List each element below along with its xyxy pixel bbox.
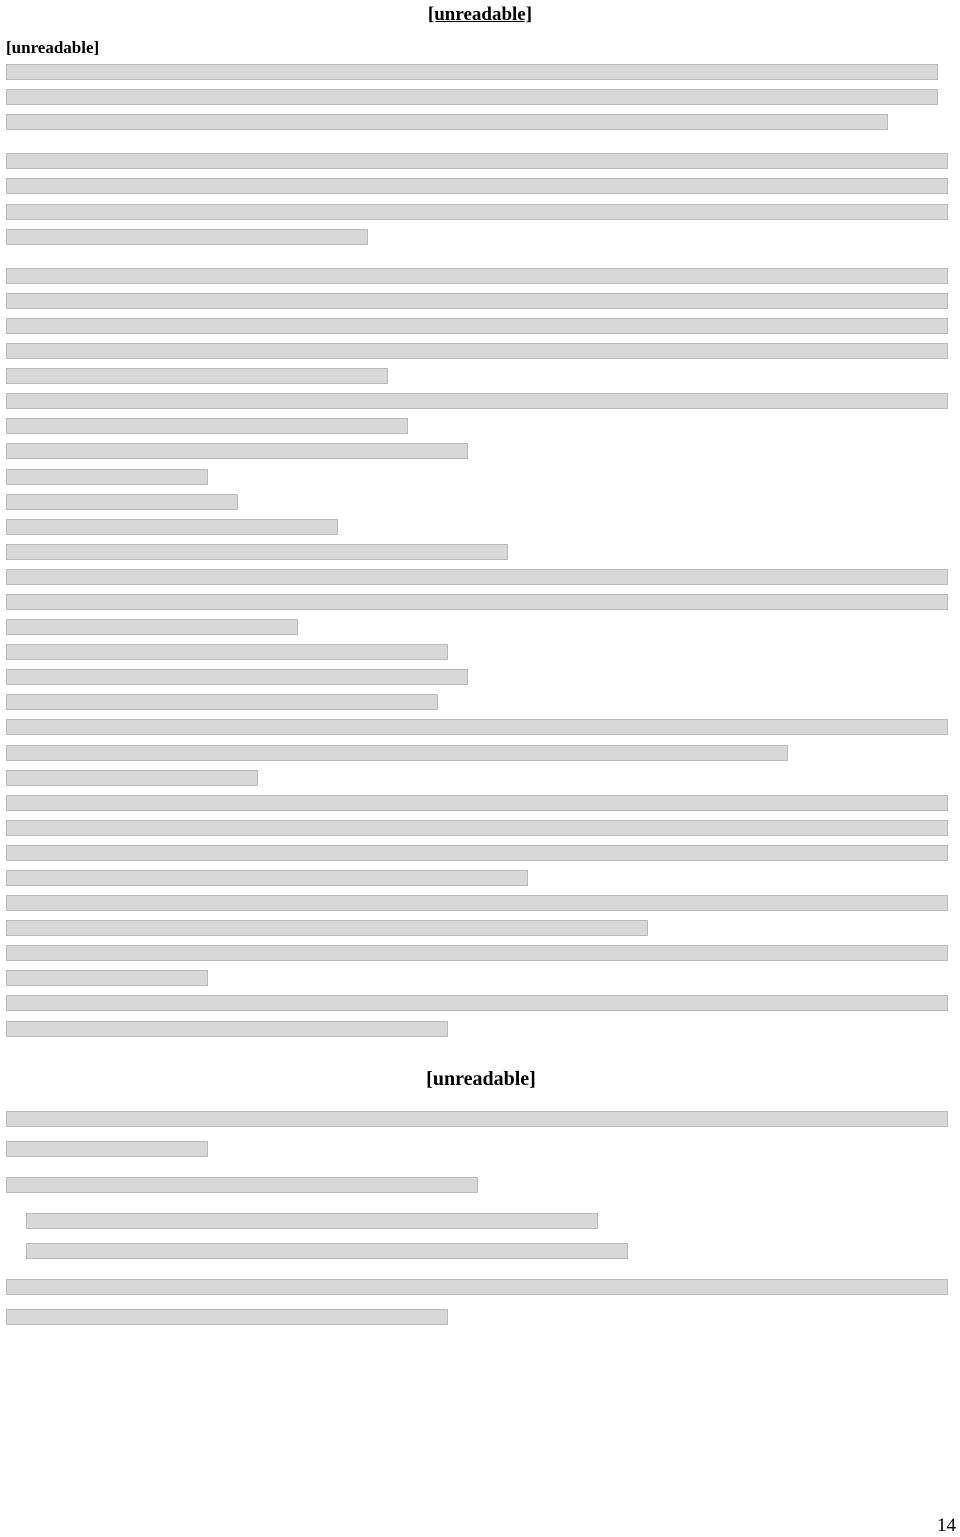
page-number: 14: [937, 1515, 956, 1536]
text-line-placeholder: [6, 745, 788, 761]
text-line-placeholder: [6, 178, 948, 194]
text-line-placeholder: [6, 594, 948, 610]
text-line-placeholder: [6, 443, 468, 459]
section-item-2-sublist: [6, 1204, 956, 1264]
text-line-placeholder: [6, 669, 468, 685]
text-line-placeholder: [6, 469, 208, 485]
section-block: [6, 1064, 956, 1330]
paragraph-avr-57: [6, 148, 954, 248]
text-line-placeholder: [6, 229, 368, 245]
text-line-placeholder: [6, 644, 448, 660]
text-line-placeholder: [6, 393, 948, 409]
text-line-placeholder: [6, 343, 948, 359]
text-line-placeholder: [26, 1243, 628, 1259]
section-item-3: [6, 1270, 956, 1330]
text-line-placeholder: [6, 619, 298, 635]
text-line-placeholder: [6, 293, 948, 309]
paragraph-avr-59: [6, 263, 954, 1041]
section-item-1: [6, 1102, 956, 1162]
text-line-placeholder: [6, 920, 648, 936]
text-line-placeholder: [6, 945, 948, 961]
text-line-placeholder: [26, 1213, 598, 1229]
text-line-placeholder: [6, 1141, 208, 1157]
page-title: [unreadable]: [427, 4, 533, 25]
text-line-placeholder: [6, 995, 948, 1011]
text-line-placeholder: [6, 845, 948, 861]
paragraph-aht-38: [6, 36, 954, 134]
section-number: [unreadable]: [426, 1068, 536, 1090]
text-line-placeholder: [6, 820, 948, 836]
unreadable-text: [unreadable]: [6, 38, 100, 57]
text-line-placeholder: [6, 519, 338, 535]
text-line-placeholder: [6, 870, 528, 886]
text-line-placeholder: [6, 1111, 948, 1127]
text-line-placeholder: [6, 89, 938, 105]
text-line-placeholder: [6, 895, 948, 911]
text-line-placeholder: [6, 153, 948, 169]
text-line-placeholder: [6, 114, 888, 130]
text-line-placeholder: [6, 494, 238, 510]
text-line-placeholder: [6, 719, 948, 735]
text-line-placeholder: [6, 204, 948, 220]
section-item-2: [6, 1168, 956, 1198]
text-line-placeholder: [6, 1309, 448, 1325]
text-line-placeholder: [6, 1177, 478, 1193]
text-line-placeholder: [6, 569, 948, 585]
text-line-placeholder: [6, 795, 948, 811]
text-line-placeholder: [6, 368, 388, 384]
text-line-placeholder: [6, 1021, 448, 1037]
text-line-placeholder: [6, 268, 948, 284]
legal-text-block: [6, 36, 954, 1055]
text-line-placeholder: [6, 544, 508, 560]
text-line-placeholder: [6, 318, 948, 334]
text-line-placeholder: [6, 1279, 948, 1295]
text-line-placeholder: [6, 770, 258, 786]
text-line-placeholder: [6, 694, 438, 710]
text-line-placeholder: [6, 64, 938, 80]
text-line-placeholder: [6, 970, 208, 986]
text-line-placeholder: [6, 418, 408, 434]
